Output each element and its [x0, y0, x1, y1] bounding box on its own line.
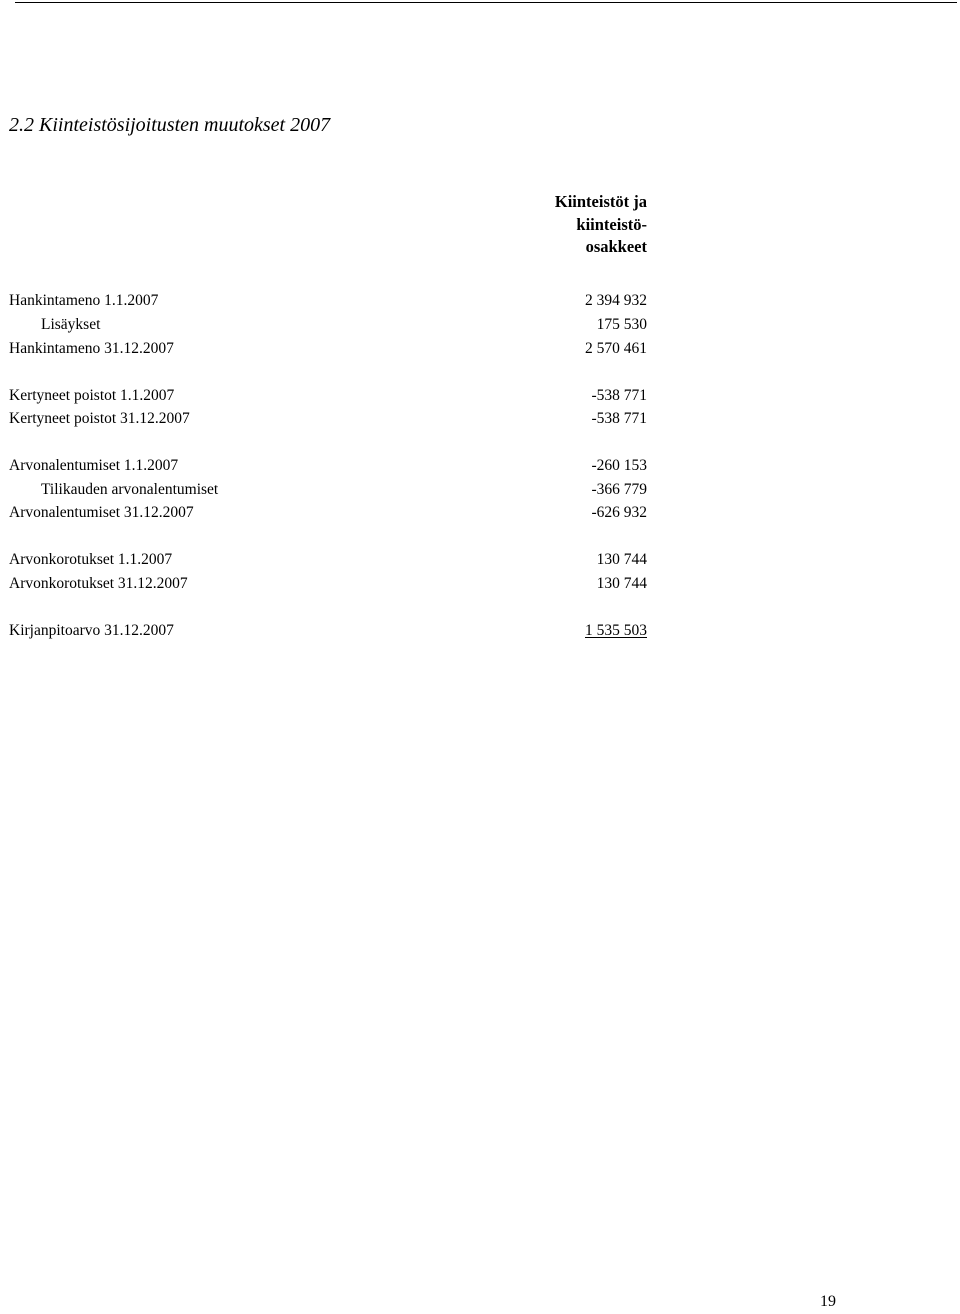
row-label: Kertyneet poistot 31.12.2007 [9, 410, 190, 427]
row-label: Hankintameno 1.1.2007 [9, 292, 159, 309]
row-value-total: 1 535 503 [585, 622, 647, 639]
row-value: -538 771 [591, 410, 647, 427]
column-header-line: osakkeet [585, 237, 647, 256]
table-row-total [9, 621, 647, 641]
column-header-line: kiinteistö- [576, 214, 647, 234]
section-heading: 2.2 Kiinteistösijoitusten muutokset 2007 [9, 114, 331, 136]
row-value: -626 932 [591, 504, 647, 521]
row-value: 130 744 [596, 551, 647, 568]
row-label: Arvonalentumiset 1.1.2007 [9, 457, 179, 474]
table-row [9, 503, 647, 523]
table-row [9, 386, 647, 406]
row-value: -538 771 [591, 387, 647, 404]
table-row [9, 550, 647, 570]
table-row [9, 480, 647, 500]
row-label: Tilikauden arvonalentumiset [41, 481, 219, 498]
row-label: Hankintameno 31.12.2007 [9, 340, 174, 357]
row-label: Arvonkorotukset 31.12.2007 [9, 575, 188, 592]
row-label: Kirjanpitoarvo 31.12.2007 [9, 622, 174, 639]
row-label: Kertyneet poistot 1.1.2007 [9, 387, 175, 404]
table-row [9, 574, 647, 594]
table-row [9, 456, 647, 476]
row-value: 175 530 [596, 316, 647, 333]
row-label: Arvonkorotukset 1.1.2007 [9, 551, 173, 568]
row-label: Arvonalentumiset 31.12.2007 [9, 504, 194, 521]
table-row [9, 315, 647, 335]
column-header-line: Kiinteistöt ja [554, 192, 647, 211]
row-value: 130 744 [596, 575, 647, 592]
column-header [440, 191, 647, 259]
top-rule [15, 2, 957, 3]
table-row [9, 409, 647, 429]
page-number: 19 [820, 1293, 836, 1310]
row-value: 2 394 932 [585, 292, 647, 309]
row-value: 2 570 461 [585, 340, 647, 357]
row-value: -366 779 [591, 481, 647, 498]
table-row [9, 291, 647, 311]
row-label: Lisäykset [41, 316, 101, 333]
table-row [9, 339, 647, 359]
row-value: -260 153 [591, 457, 647, 474]
